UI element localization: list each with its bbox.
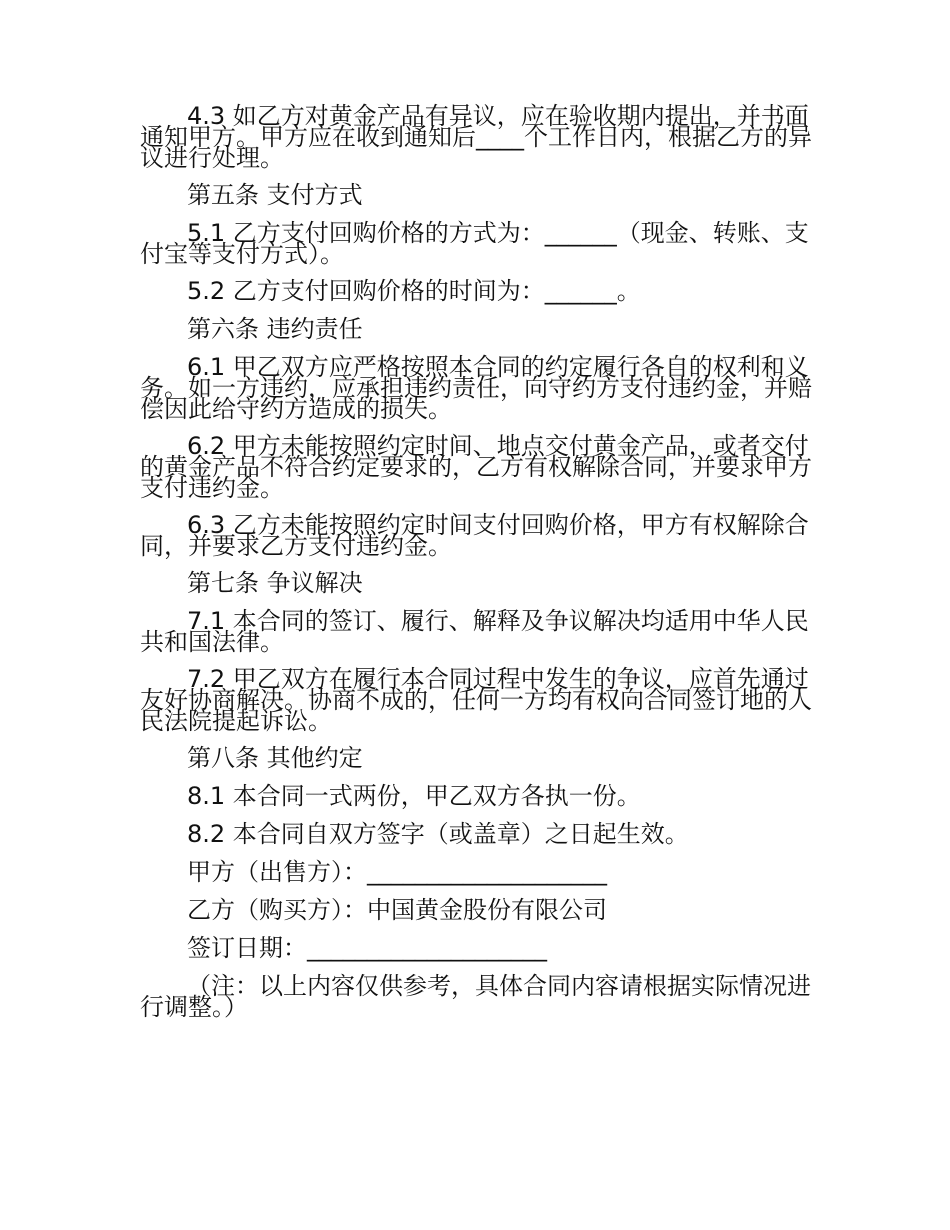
- clause-6-1: 6.1 甲乙双方应严格按照本合同的约定履行各自的权利和义务。如一方违约，应承担违约责任，向守约方支付违约金，并赔偿因此给守约方造成的损失。: [140, 353, 812, 423]
- clause-8-2: 8.2 本合同自双方签字（或盖章）之日起生效。: [187, 820, 689, 848]
- clause-5-2: 5.2 乙方支付回购价格的时间为：______。: [187, 277, 641, 305]
- clause-6-2: 6.2 甲方未能按照约定时间、地点交付黄金产品，或者交付的黄金产品不符合约定要求的，乙方有权解除合同，并要求甲方支付违约金。: [140, 432, 812, 502]
- article-8-heading: 第八条 其他约定: [187, 744, 363, 772]
- article-6-heading: 第六条 违约责任: [187, 315, 363, 343]
- document-page: [140, 102, 812, 1034]
- clause-7-1: 7.1 本合同的签订、履行、解释及争议解决均适用中华人民共和国法律。: [140, 607, 809, 656]
- article-5-heading: 第五条 支付方式: [187, 181, 363, 209]
- clause-8-1: 8.1 本合同一式两份，甲乙双方各执一份。: [187, 782, 641, 810]
- signing-date-line: 签订日期：____________________: [187, 934, 547, 962]
- clause-7-2: 7.2 甲乙双方在履行本合同过程中发生的争议，应首先通过友好协商解决。协商不成的，任何一方均有权向合同签订地的人民法院提起诉讼。: [140, 665, 812, 735]
- clause-4-3: 4.3 如乙方对黄金产品有异议，应在验收期内提出，并书面通知甲方。甲方应在收到通知后____个工作日内，根据乙方的异议进行处理。: [140, 102, 812, 172]
- clause-6-3: 6.3 乙方未能按照约定时间支付回购价格，甲方有权解除合同，并要求乙方支付违约金。: [140, 511, 809, 560]
- note-paragraph: （注：以上内容仅供参考，具体合同内容请根据实际情况进行调整。）: [140, 972, 811, 1021]
- party-b-line: 乙方（购买方）：中国黄金股份有限公司: [187, 896, 607, 924]
- clause-5-1: 5.1 乙方支付回购价格的方式为：______（现金、转账、支付宝等支付方式）。: [140, 219, 809, 268]
- article-7-heading: 第七条 争议解决: [187, 569, 363, 597]
- party-a-signature-line: 甲方（出售方）：____________________: [187, 858, 607, 886]
